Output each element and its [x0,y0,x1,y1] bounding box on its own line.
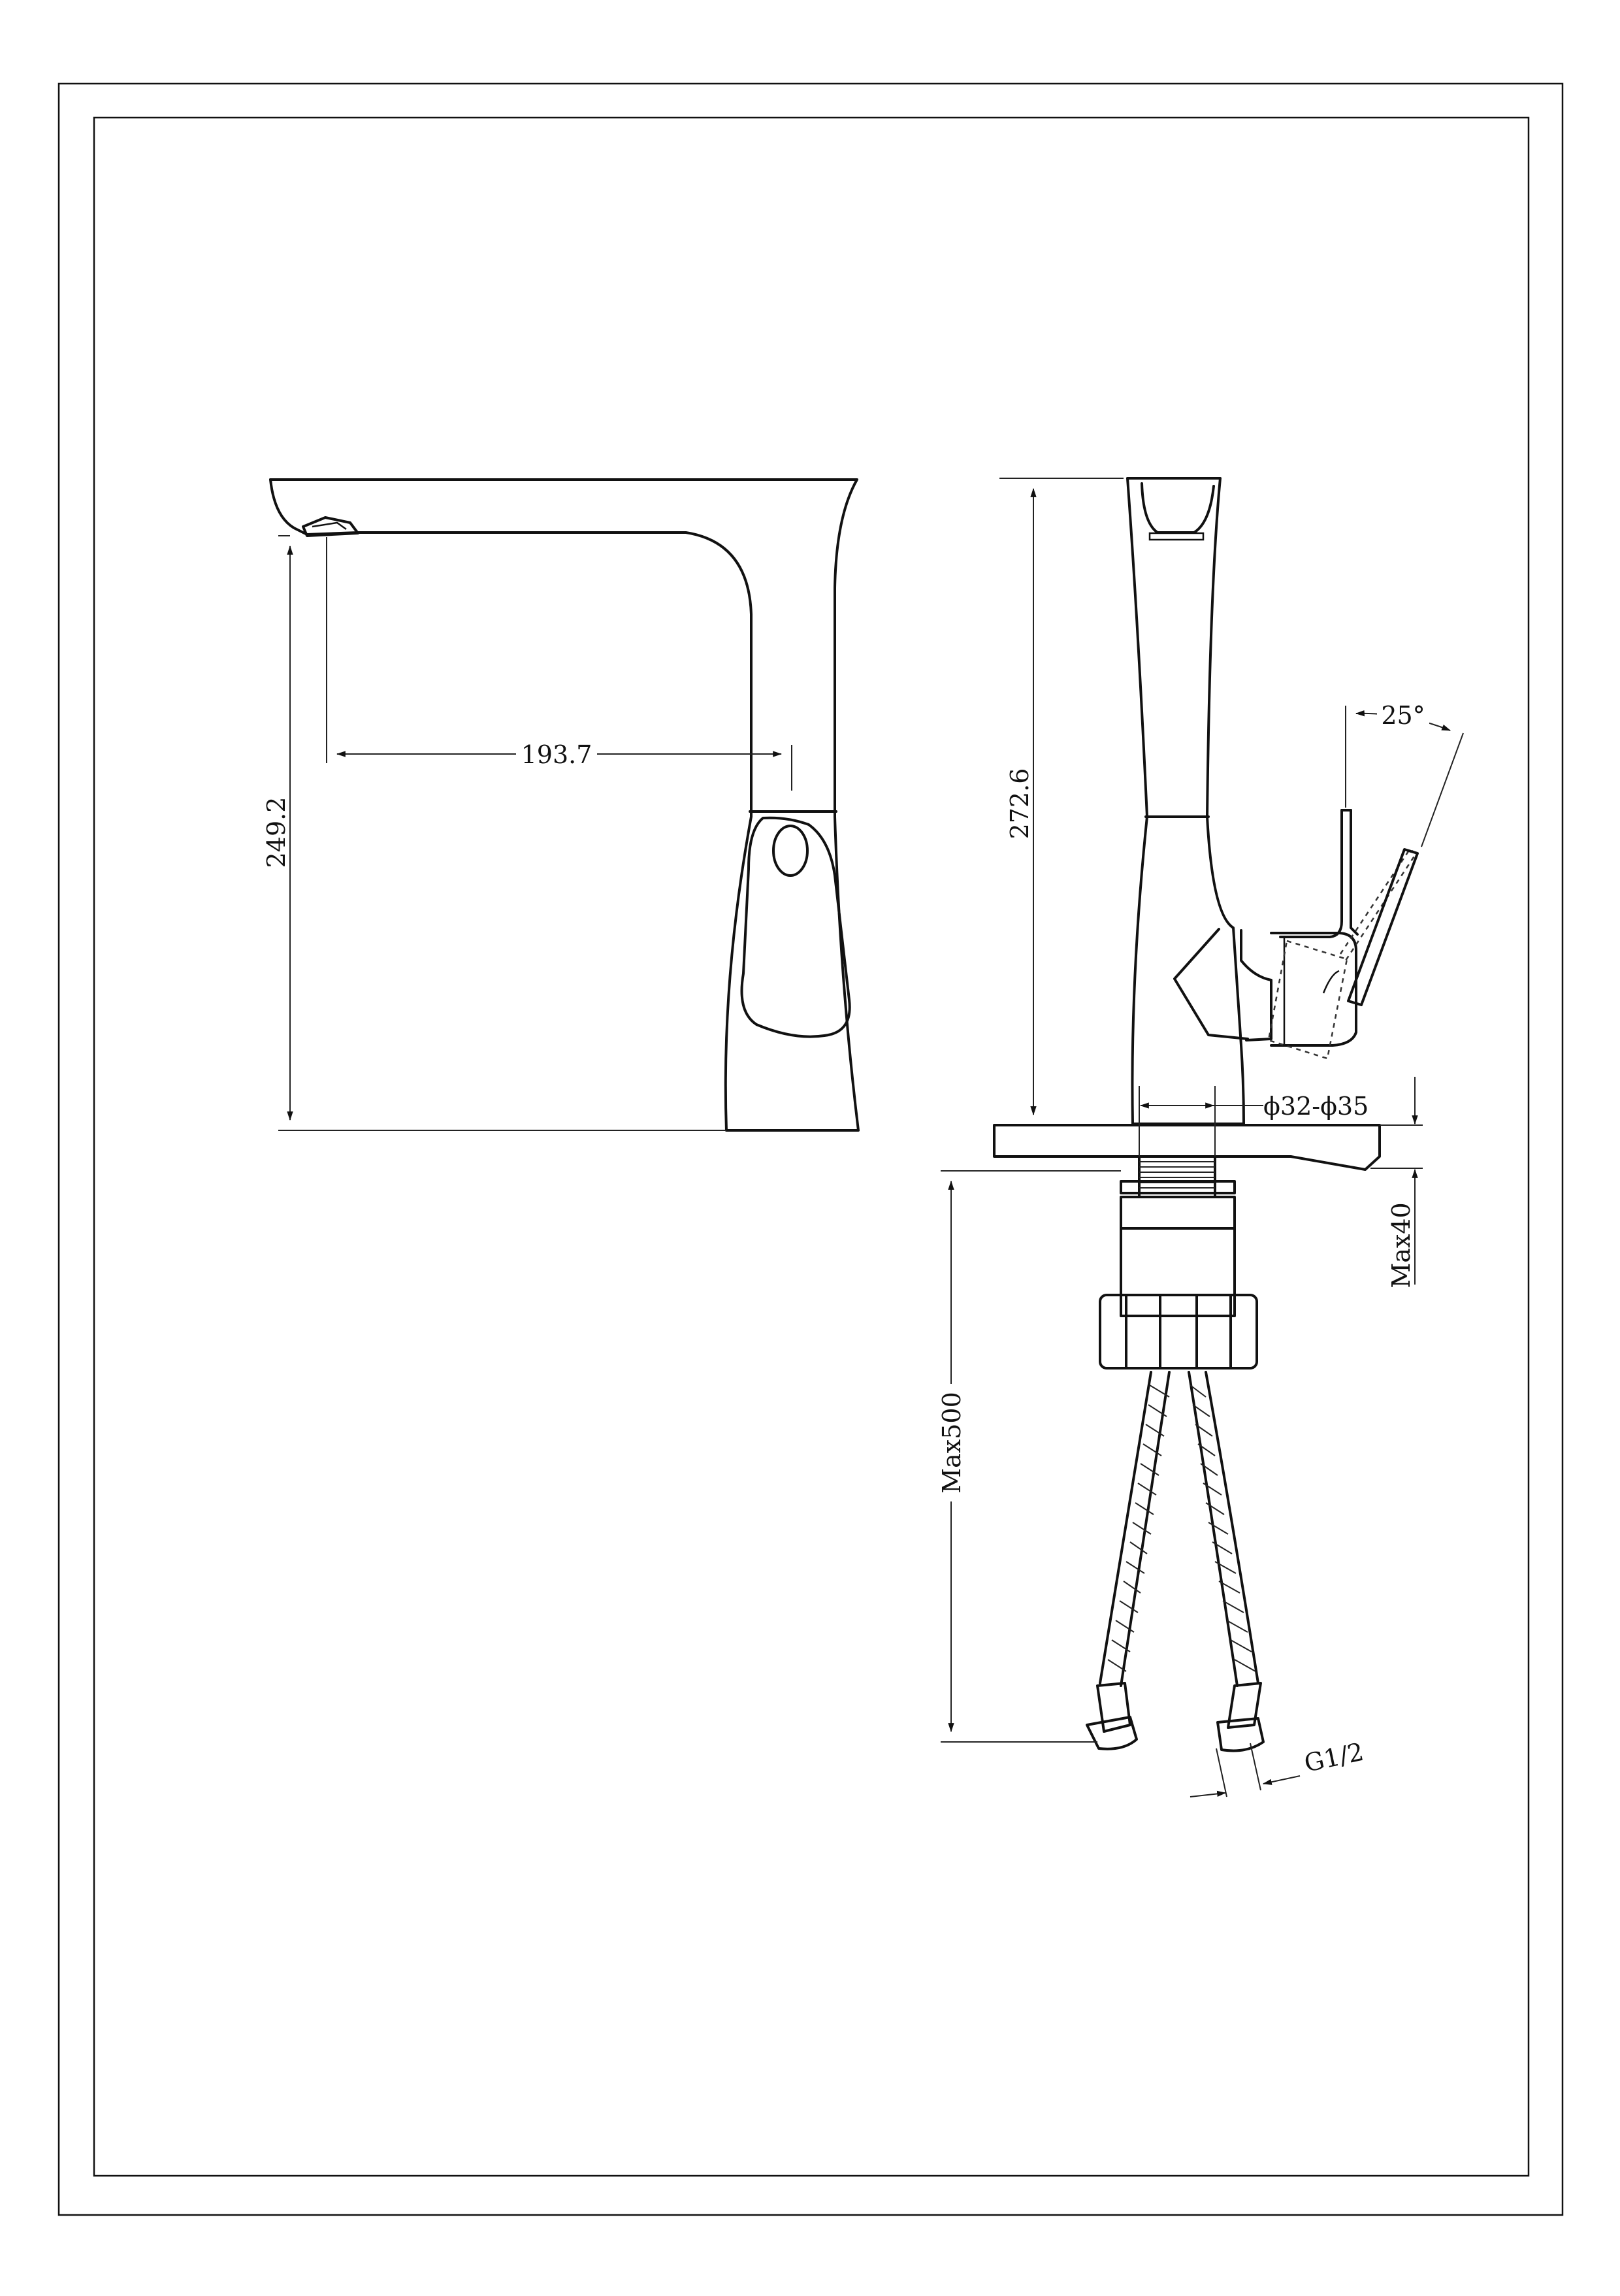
side-height-dimension [999,478,1124,1115]
deck-thickness-dimension [1370,1077,1423,1288]
hose-length-dimension [934,1171,1121,1742]
braided-hoses [1087,1372,1263,1751]
spout-reach-dimension [327,537,792,791]
right-hose-fitting [1218,1683,1263,1751]
hole-diameter-label: ϕ32-ϕ35 [1263,1092,1369,1121]
spout-outlet [1142,484,1214,540]
front-height-label: 249.2 [262,796,291,868]
handle-angle-dimension [1346,699,1463,847]
hose-length-label: Max500 [937,1392,966,1494]
spout-reach-label: 193.7 [521,740,592,769]
drawing-frame [59,84,1563,2215]
handle-angle-label: 25° [1381,701,1425,730]
side-height-label: 272.6 [1005,768,1034,840]
hose-thread-label: G1/2 [1301,1737,1367,1778]
left-hose-fitting [1087,1683,1137,1749]
hole-diameter-dimension [1139,1086,1369,1156]
front-height-dimension [262,536,726,1130]
valve-housing [1174,929,1356,1045]
handle-lever [742,818,850,1037]
faucet-front-view [270,480,858,1130]
deck-thickness-label: Max40 [1387,1202,1416,1288]
deck-plate [994,1125,1380,1170]
threaded-shank [1121,1156,1235,1316]
side-handle-lever [1280,810,1357,937]
hose-thread-dimension [1190,1737,1366,1797]
